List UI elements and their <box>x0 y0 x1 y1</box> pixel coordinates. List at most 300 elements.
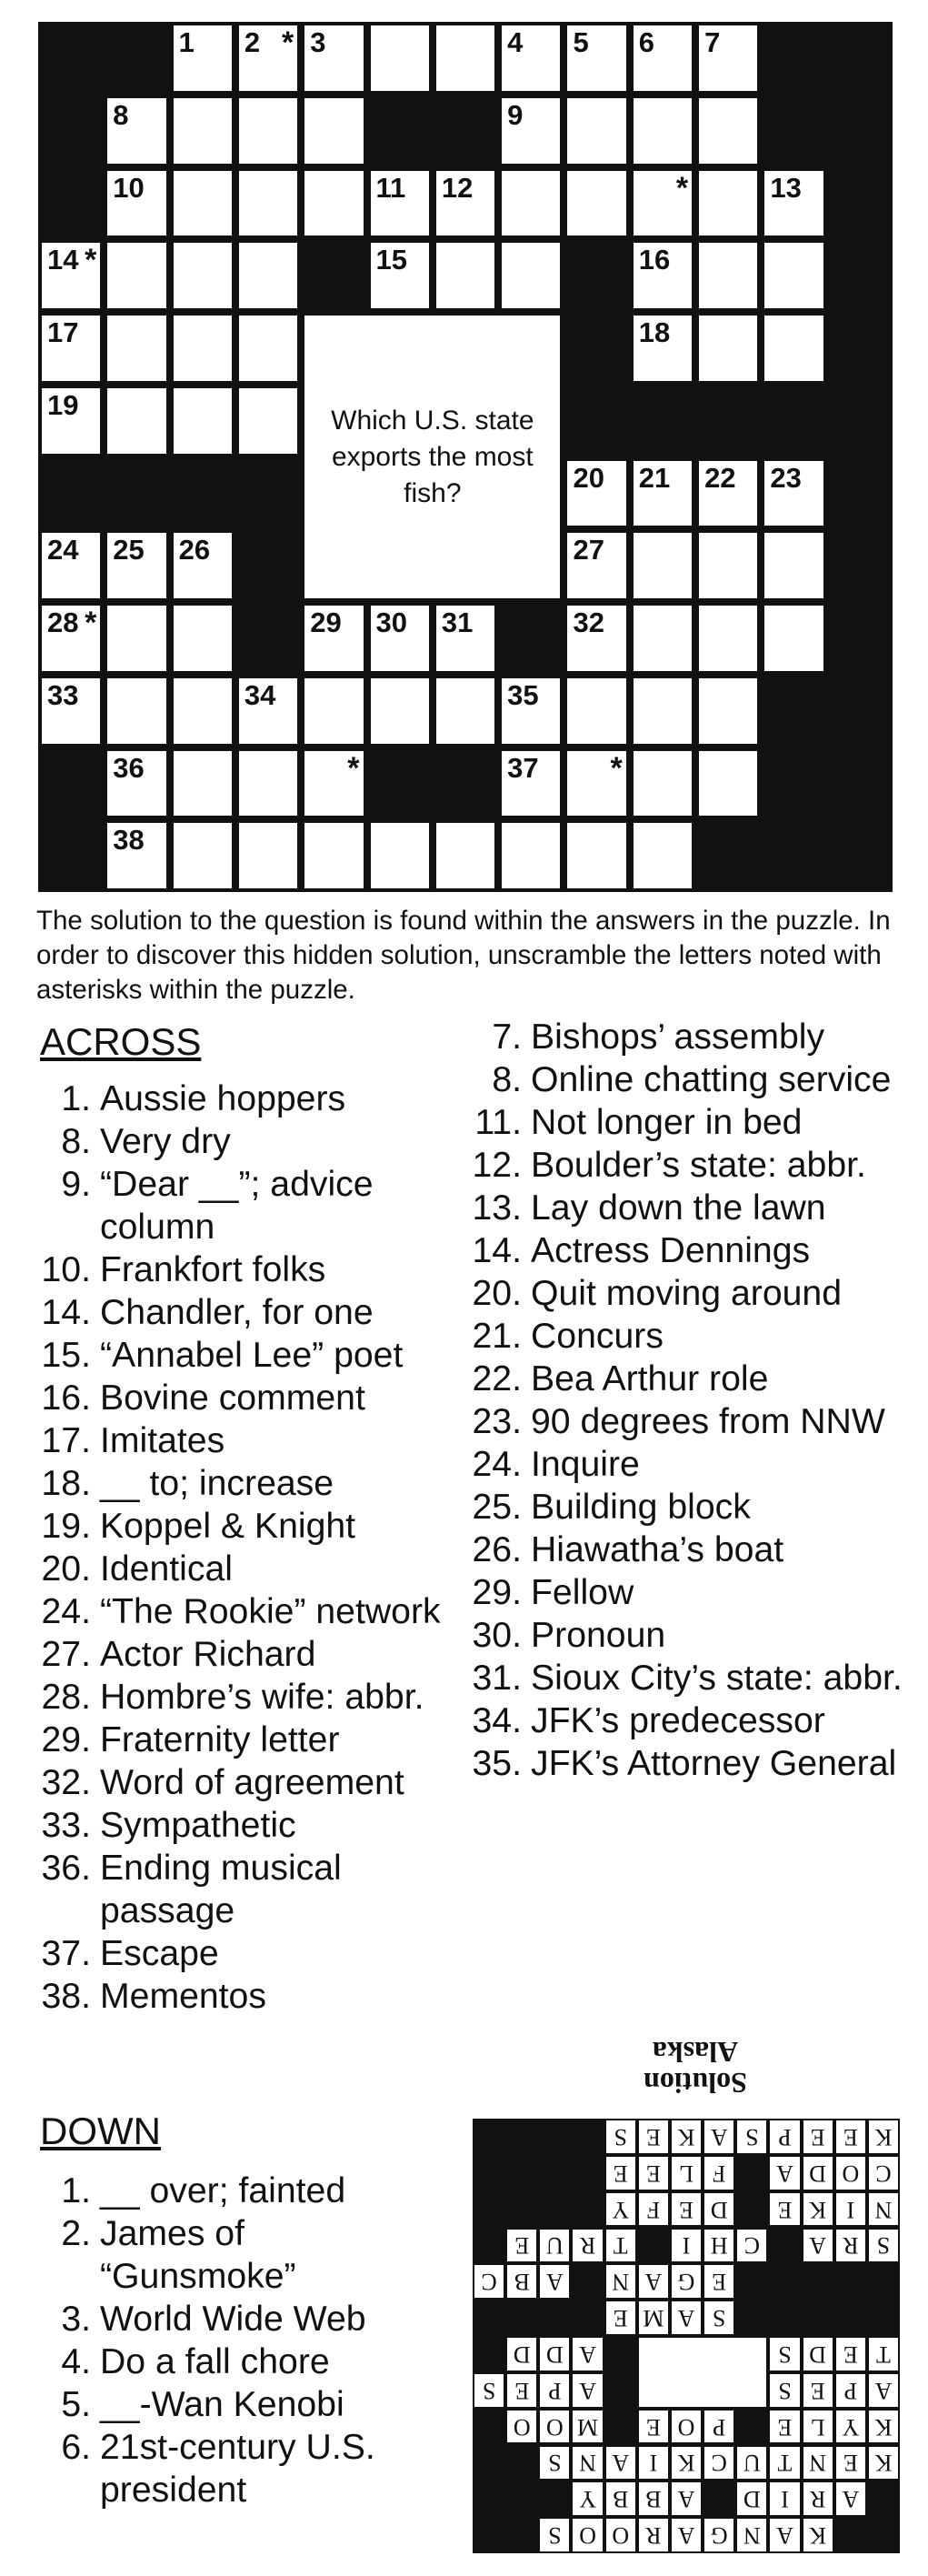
grid-cell[interactable] <box>699 751 757 817</box>
solution-cell: O <box>836 2157 865 2190</box>
solution-cell: E <box>803 2374 833 2407</box>
solution-cell: P <box>836 2374 865 2407</box>
grid-cell[interactable] <box>502 171 560 236</box>
clue-item <box>471 1443 916 1486</box>
solution-cell: A <box>770 2157 799 2190</box>
across-clues <box>40 1078 449 2018</box>
grid-cell[interactable] <box>699 678 757 744</box>
solution-cell: R <box>836 2230 865 2262</box>
solution-cell: T <box>770 2447 799 2480</box>
cell-number: 10 <box>113 171 145 204</box>
asterisk-icon: * <box>281 25 294 60</box>
solution-cell: A <box>606 2447 635 2480</box>
grid-cell[interactable] <box>502 25 560 91</box>
clue-number: 3. <box>61 2300 91 2339</box>
grid-cell[interactable] <box>107 171 165 236</box>
solution-cell: M <box>573 2411 602 2443</box>
solution-cell: E <box>639 2411 668 2443</box>
solution-cell: N <box>737 2519 766 2551</box>
clue-number: 20. <box>41 1549 91 1589</box>
solution-cell: D <box>803 2157 833 2190</box>
solution-cell: A <box>573 2338 602 2371</box>
solution-cell: D <box>737 2482 766 2515</box>
grid-cell[interactable] <box>502 678 560 744</box>
cell-number: 8 <box>113 98 129 131</box>
grid-cell[interactable] <box>634 678 692 744</box>
grid-cell[interactable] <box>699 461 757 526</box>
asterisk-icon: * <box>347 750 360 786</box>
clue-number: 6. <box>61 2428 91 2467</box>
grid-cell[interactable] <box>239 823 297 888</box>
grid-cell[interactable] <box>304 751 363 817</box>
clue-number: 8. <box>492 1060 522 1099</box>
solution-cell: A <box>704 2120 733 2153</box>
solution-cell: E <box>507 2230 536 2262</box>
solution-cell: A <box>540 2265 569 2298</box>
cell-number: 3 <box>310 26 326 58</box>
grid-cell[interactable] <box>634 823 692 888</box>
grid-cell[interactable] <box>174 98 232 164</box>
cell-number: 31 <box>441 606 474 638</box>
grid-cell[interactable] <box>764 171 823 236</box>
solution-cell: F <box>704 2157 733 2190</box>
clue-text: Building block <box>531 1488 751 1527</box>
grid-cell[interactable] <box>304 98 363 164</box>
grid-cell[interactable] <box>371 678 429 744</box>
clue-item <box>471 1486 916 1529</box>
cell-number: 32 <box>573 606 604 638</box>
cell-number: 19 <box>47 388 79 421</box>
grid-cell[interactable] <box>107 243 165 308</box>
grid-cell[interactable] <box>371 823 429 888</box>
solution-cell: C <box>737 2230 766 2262</box>
clue-number: 34. <box>472 1701 522 1740</box>
solution-cell: O <box>507 2411 536 2443</box>
clue-text: Not longer in bed <box>531 1103 803 1142</box>
clue-text: __ to; increase <box>100 1464 334 1503</box>
grid-cell[interactable] <box>567 678 625 744</box>
solution-cell: C <box>704 2447 733 2480</box>
grid-cell[interactable] <box>174 533 232 598</box>
solution-cell: A <box>672 2519 701 2551</box>
grid-cell[interactable] <box>634 316 692 381</box>
grid-cell[interactable] <box>239 171 297 236</box>
clue-number: 4. <box>61 2342 91 2381</box>
cell-number: 25 <box>113 534 145 566</box>
clue-number: 16. <box>41 1378 91 1418</box>
clue-number: 23. <box>472 1402 522 1441</box>
clue-item <box>471 1315 916 1358</box>
grid-cell[interactable] <box>239 751 297 817</box>
clue-text: “The Rookie” network <box>100 1592 441 1631</box>
clue-item <box>471 1529 916 1571</box>
cell-number: 37 <box>507 751 539 784</box>
grid-cell[interactable] <box>634 461 692 526</box>
clue-text: Fraternity letter <box>100 1720 340 1759</box>
clue-text: Bovine comment <box>100 1378 365 1418</box>
clue-number: 7. <box>492 1017 522 1057</box>
grid-cell[interactable] <box>699 243 757 308</box>
grid-cell[interactable] <box>436 678 494 744</box>
clue-item <box>471 1101 916 1144</box>
solution-cell: I <box>639 2447 668 2480</box>
grid-cell[interactable] <box>436 606 494 671</box>
grid-cell[interactable] <box>174 388 232 454</box>
grid-cell[interactable] <box>174 606 232 671</box>
grid-cell[interactable] <box>174 25 232 91</box>
clue-number: 8. <box>61 1122 91 1161</box>
solution-cell: S <box>474 2374 504 2407</box>
solution-cell: D <box>540 2338 569 2371</box>
cell-number: 13 <box>770 171 802 204</box>
solution-cell: E <box>704 2265 733 2298</box>
clue-item <box>471 1699 916 1742</box>
cell-number: 11 <box>375 171 406 204</box>
solution-cell: L <box>803 2411 833 2443</box>
clue-text: Bishops’ assembly <box>531 1017 825 1057</box>
solution-cell: E <box>639 2157 668 2190</box>
clue-text: JFK’s predecessor <box>531 1701 825 1740</box>
solution-cell: U <box>737 2447 766 2480</box>
grid-cell[interactable] <box>174 316 232 381</box>
clue-item <box>40 1120 449 1163</box>
clue-item <box>471 1657 916 1699</box>
grid-cell[interactable] <box>567 751 625 817</box>
clue-item <box>471 1016 916 1058</box>
cell-number: 17 <box>47 316 79 348</box>
solution-cell: R <box>573 2230 602 2262</box>
grid-cell[interactable] <box>699 606 757 671</box>
grid-cell[interactable] <box>107 388 165 454</box>
clue-number: 36. <box>41 1849 91 1888</box>
solution-cell: H <box>704 2230 733 2262</box>
clue-text: JFK’s Attorney General <box>531 1744 897 1783</box>
grid-cell[interactable] <box>567 823 625 888</box>
solution-cell: Y <box>573 2482 602 2515</box>
solution-cell: M <box>639 2301 668 2334</box>
clue-number: 9. <box>61 1165 91 1204</box>
cell-number: 20 <box>573 461 604 494</box>
grid-cell[interactable] <box>42 388 100 454</box>
asterisk-icon: * <box>85 243 97 278</box>
grid-cell[interactable] <box>764 316 823 381</box>
clue-number: 32. <box>41 1763 91 1802</box>
grid-cell[interactable] <box>699 533 757 598</box>
grid-cell[interactable] <box>239 678 297 744</box>
clue-number: 35. <box>472 1744 522 1783</box>
clue-text: Hiawatha’s boat <box>531 1530 784 1569</box>
grid-cell[interactable] <box>239 243 297 308</box>
asterisk-icon: * <box>610 750 623 786</box>
clue-item <box>40 1377 449 1419</box>
grid-cell[interactable] <box>174 751 232 817</box>
grid-cell[interactable] <box>567 533 625 598</box>
clue-number: 25. <box>472 1488 522 1527</box>
clue-number: 38. <box>41 1977 91 2016</box>
clue-item <box>40 1804 449 1847</box>
clue-text: Aussie hoppers <box>100 1079 346 1118</box>
grid-cell[interactable] <box>174 823 232 888</box>
clue-text: James of “Gunsmoke” <box>100 2214 296 2296</box>
crossword-grid <box>38 22 893 892</box>
grid-cell[interactable] <box>634 243 692 308</box>
asterisk-icon: * <box>675 170 689 205</box>
grid-cell[interactable] <box>764 606 823 671</box>
clue-text: Fellow <box>531 1573 634 1612</box>
grid-cell[interactable] <box>304 823 363 888</box>
clue-number: 15. <box>41 1336 91 1375</box>
grid-cell[interactable] <box>567 25 625 91</box>
grid-cell[interactable] <box>107 606 165 671</box>
grid-cell[interactable] <box>371 171 429 236</box>
clue-number: 1. <box>61 1079 91 1118</box>
solution-cell: I <box>672 2230 701 2262</box>
grid-cell[interactable] <box>239 388 297 454</box>
solution-cell: S <box>704 2301 733 2334</box>
grid-cell[interactable] <box>764 533 823 598</box>
solution-cell: S <box>540 2519 569 2551</box>
grid-cell[interactable] <box>107 316 165 381</box>
grid-cell[interactable] <box>764 243 823 308</box>
clue-text: Online chatting service <box>531 1060 892 1099</box>
grid-cell[interactable] <box>107 98 165 164</box>
across-heading: ACROSS <box>40 1020 202 1063</box>
grid-cell[interactable] <box>699 316 757 381</box>
clue-number: 20. <box>472 1274 522 1313</box>
down-clues-right <box>471 1016 916 1785</box>
clue-item <box>471 1742 916 1785</box>
clue-text: 21st-century U.S. president <box>100 2428 375 2510</box>
clue-text: __-Wan Kenobi <box>100 2385 344 2424</box>
solution-cell: K <box>869 2411 898 2443</box>
solution-cell: U <box>540 2230 569 2262</box>
solution-cell: N <box>803 2447 833 2480</box>
down-clues-left <box>40 2170 449 2511</box>
grid-cell[interactable] <box>436 243 494 308</box>
cell-number: 36 <box>113 751 145 784</box>
clue-number: 19. <box>41 1507 91 1546</box>
clue-item <box>40 1761 449 1804</box>
solution-cell: Y <box>836 2411 865 2443</box>
grid-cell[interactable] <box>567 606 625 671</box>
solution-cell: A <box>869 2374 898 2407</box>
grid-cell[interactable] <box>634 98 692 164</box>
grid-cell[interactable] <box>634 606 692 671</box>
solution-cell: N <box>573 2447 602 2480</box>
grid-cell[interactable] <box>502 823 560 888</box>
grid-cell[interactable] <box>371 25 429 91</box>
clue-text: “Dear __”; advice column <box>100 1165 374 1247</box>
solution-cell: S <box>737 2120 766 2153</box>
grid-cell[interactable] <box>174 171 232 236</box>
solution-answer: Alaska <box>652 2036 739 2069</box>
solution-cell: A <box>639 2265 668 2298</box>
grid-cell[interactable] <box>371 243 429 308</box>
clue-text: Concurs <box>531 1317 664 1356</box>
solution-cell: A <box>836 2482 865 2515</box>
grid-cell[interactable] <box>174 243 232 308</box>
grid-cell[interactable] <box>699 25 757 91</box>
center-question: Which U.S. state exports the most fish? <box>331 405 534 508</box>
grid-cell[interactable] <box>634 751 692 817</box>
clue-text: Ending musical passage <box>100 1849 342 1930</box>
clue-item <box>40 2426 449 2511</box>
cell-number: 18 <box>638 316 671 348</box>
solution-cell: D <box>803 2338 833 2371</box>
cell-number: 15 <box>375 244 408 276</box>
solution-center-box <box>639 2338 767 2407</box>
cell-number: 9 <box>507 98 524 131</box>
clue-text: Pronoun <box>531 1616 666 1655</box>
clue-text: “Annabel Lee” poet <box>100 1336 404 1375</box>
grid-cell[interactable] <box>502 98 560 164</box>
clue-number: 10. <box>41 1250 91 1289</box>
cell-number: 4 <box>507 26 524 58</box>
grid-cell[interactable] <box>174 678 232 744</box>
clue-text: Actor Richard <box>100 1635 316 1674</box>
clue-text: Bea Arthur role <box>531 1359 769 1398</box>
solution-cell: R <box>639 2519 668 2551</box>
solution-cell: G <box>704 2519 733 2551</box>
solution-cell: K <box>869 2447 898 2480</box>
clue-text: Do a fall chore <box>100 2342 330 2381</box>
grid-cell[interactable] <box>304 678 363 744</box>
clue-text: Koppel & Knight <box>100 1507 356 1546</box>
grid-cell[interactable] <box>42 678 100 744</box>
clue-item <box>471 1229 916 1272</box>
solution-cell: K <box>672 2120 701 2153</box>
solution-cell: E <box>803 2120 833 2153</box>
solution-cell: E <box>836 2338 865 2371</box>
solution-cell: A <box>672 2482 701 2515</box>
solution-cell: A <box>672 2301 701 2334</box>
grid-cell[interactable] <box>502 243 560 308</box>
grid-cell[interactable] <box>239 98 297 164</box>
clue-number: 24. <box>41 1592 91 1631</box>
grid-cell[interactable] <box>107 751 165 817</box>
cell-number: 28 <box>47 606 79 638</box>
clue-text: __ over; fainted <box>100 2171 346 2210</box>
clue-text: Escape <box>100 1934 219 1973</box>
grid-cell[interactable] <box>436 171 494 236</box>
clue-item <box>40 1932 449 1975</box>
solution-cell: F <box>639 2193 668 2226</box>
grid-cell[interactable] <box>567 171 625 236</box>
grid-cell[interactable] <box>567 98 625 164</box>
clue-number: 29. <box>41 1720 91 1759</box>
clue-item <box>40 1719 449 1761</box>
clue-item <box>471 1144 916 1187</box>
grid-cell[interactable] <box>502 751 560 817</box>
grid-cell[interactable] <box>567 461 625 526</box>
clue-text: Actress Dennings <box>531 1231 811 1270</box>
solution-cell: E <box>836 2447 865 2480</box>
grid-cell[interactable] <box>436 823 494 888</box>
clue-item <box>40 1334 449 1377</box>
grid-cell[interactable] <box>42 533 100 598</box>
solution-cell: D <box>507 2338 536 2371</box>
clue-item <box>40 1248 449 1291</box>
solution-cell: A <box>573 2374 602 2407</box>
clue-item <box>40 2298 449 2340</box>
cell-number: 29 <box>310 606 342 638</box>
clue-number: 18. <box>41 1464 91 1503</box>
solution-cell: P <box>770 2120 799 2153</box>
asterisk-icon: * <box>85 606 97 640</box>
grid-cell[interactable] <box>634 25 692 91</box>
grid-cell[interactable] <box>764 461 823 526</box>
solution-cell: I <box>836 2193 865 2226</box>
solution-cell: E <box>770 2411 799 2443</box>
clue-item <box>471 1058 916 1101</box>
grid-cell[interactable] <box>239 25 297 91</box>
solution-cell: O <box>606 2519 635 2551</box>
grid-cell[interactable] <box>42 606 100 671</box>
cell-number: 21 <box>638 461 671 494</box>
clue-text: 90 degrees from NNW <box>531 1402 885 1441</box>
clue-item <box>40 2340 449 2383</box>
grid-cell[interactable] <box>239 316 297 381</box>
cell-number: 2 <box>244 26 261 58</box>
clue-number: 13. <box>472 1188 522 1228</box>
solution-cell: I <box>770 2482 799 2515</box>
grid-cell[interactable] <box>42 243 100 308</box>
grid-cell[interactable] <box>699 171 757 236</box>
solution-cell: E <box>672 2193 701 2226</box>
grid-cell[interactable] <box>634 171 692 236</box>
cell-number: 1 <box>178 26 195 58</box>
solution-cell: E <box>606 2301 635 2334</box>
grid-cell[interactable] <box>42 316 100 381</box>
grid-cell[interactable] <box>304 25 363 91</box>
solution-cell: E <box>606 2157 635 2190</box>
down-heading: DOWN <box>40 2110 161 2152</box>
clue-number: 21. <box>472 1317 522 1356</box>
clue-item <box>471 1400 916 1443</box>
solution-grid <box>473 2119 900 2553</box>
clue-number: 17. <box>41 1421 91 1460</box>
cell-number: 35 <box>507 678 539 711</box>
grid-cell[interactable] <box>107 823 165 888</box>
solution-cell: P <box>704 2411 733 2443</box>
cell-number: 12 <box>441 171 474 204</box>
clue-text: Inquire <box>531 1445 640 1484</box>
cell-number: 6 <box>638 26 655 58</box>
cell-number: 38 <box>113 824 145 857</box>
grid-cell[interactable] <box>107 678 165 744</box>
grid-cell[interactable] <box>107 533 165 598</box>
clue-number: 11. <box>474 1103 522 1142</box>
clue-item <box>40 1633 449 1676</box>
solution-cell: A <box>770 2519 799 2551</box>
clue-text: Chandler, for one <box>100 1293 374 1332</box>
clue-text: Sympathetic <box>100 1806 296 1845</box>
grid-cell[interactable] <box>436 25 494 91</box>
clue-text: Lay down the lawn <box>531 1188 826 1228</box>
clue-text: Frankfort folks <box>100 1250 326 1289</box>
solution-cell: B <box>507 2265 536 2298</box>
grid-cell[interactable] <box>371 606 429 671</box>
solution-cell: T <box>606 2230 635 2262</box>
clue-item <box>40 1676 449 1719</box>
grid-cell[interactable] <box>304 171 363 236</box>
clue-number: 27. <box>41 1635 91 1674</box>
grid-cell[interactable] <box>304 606 363 671</box>
grid-cell[interactable] <box>699 98 757 164</box>
grid-cell[interactable] <box>634 533 692 598</box>
solution-cell: O <box>672 2411 701 2443</box>
clue-number: 24. <box>472 1445 522 1484</box>
